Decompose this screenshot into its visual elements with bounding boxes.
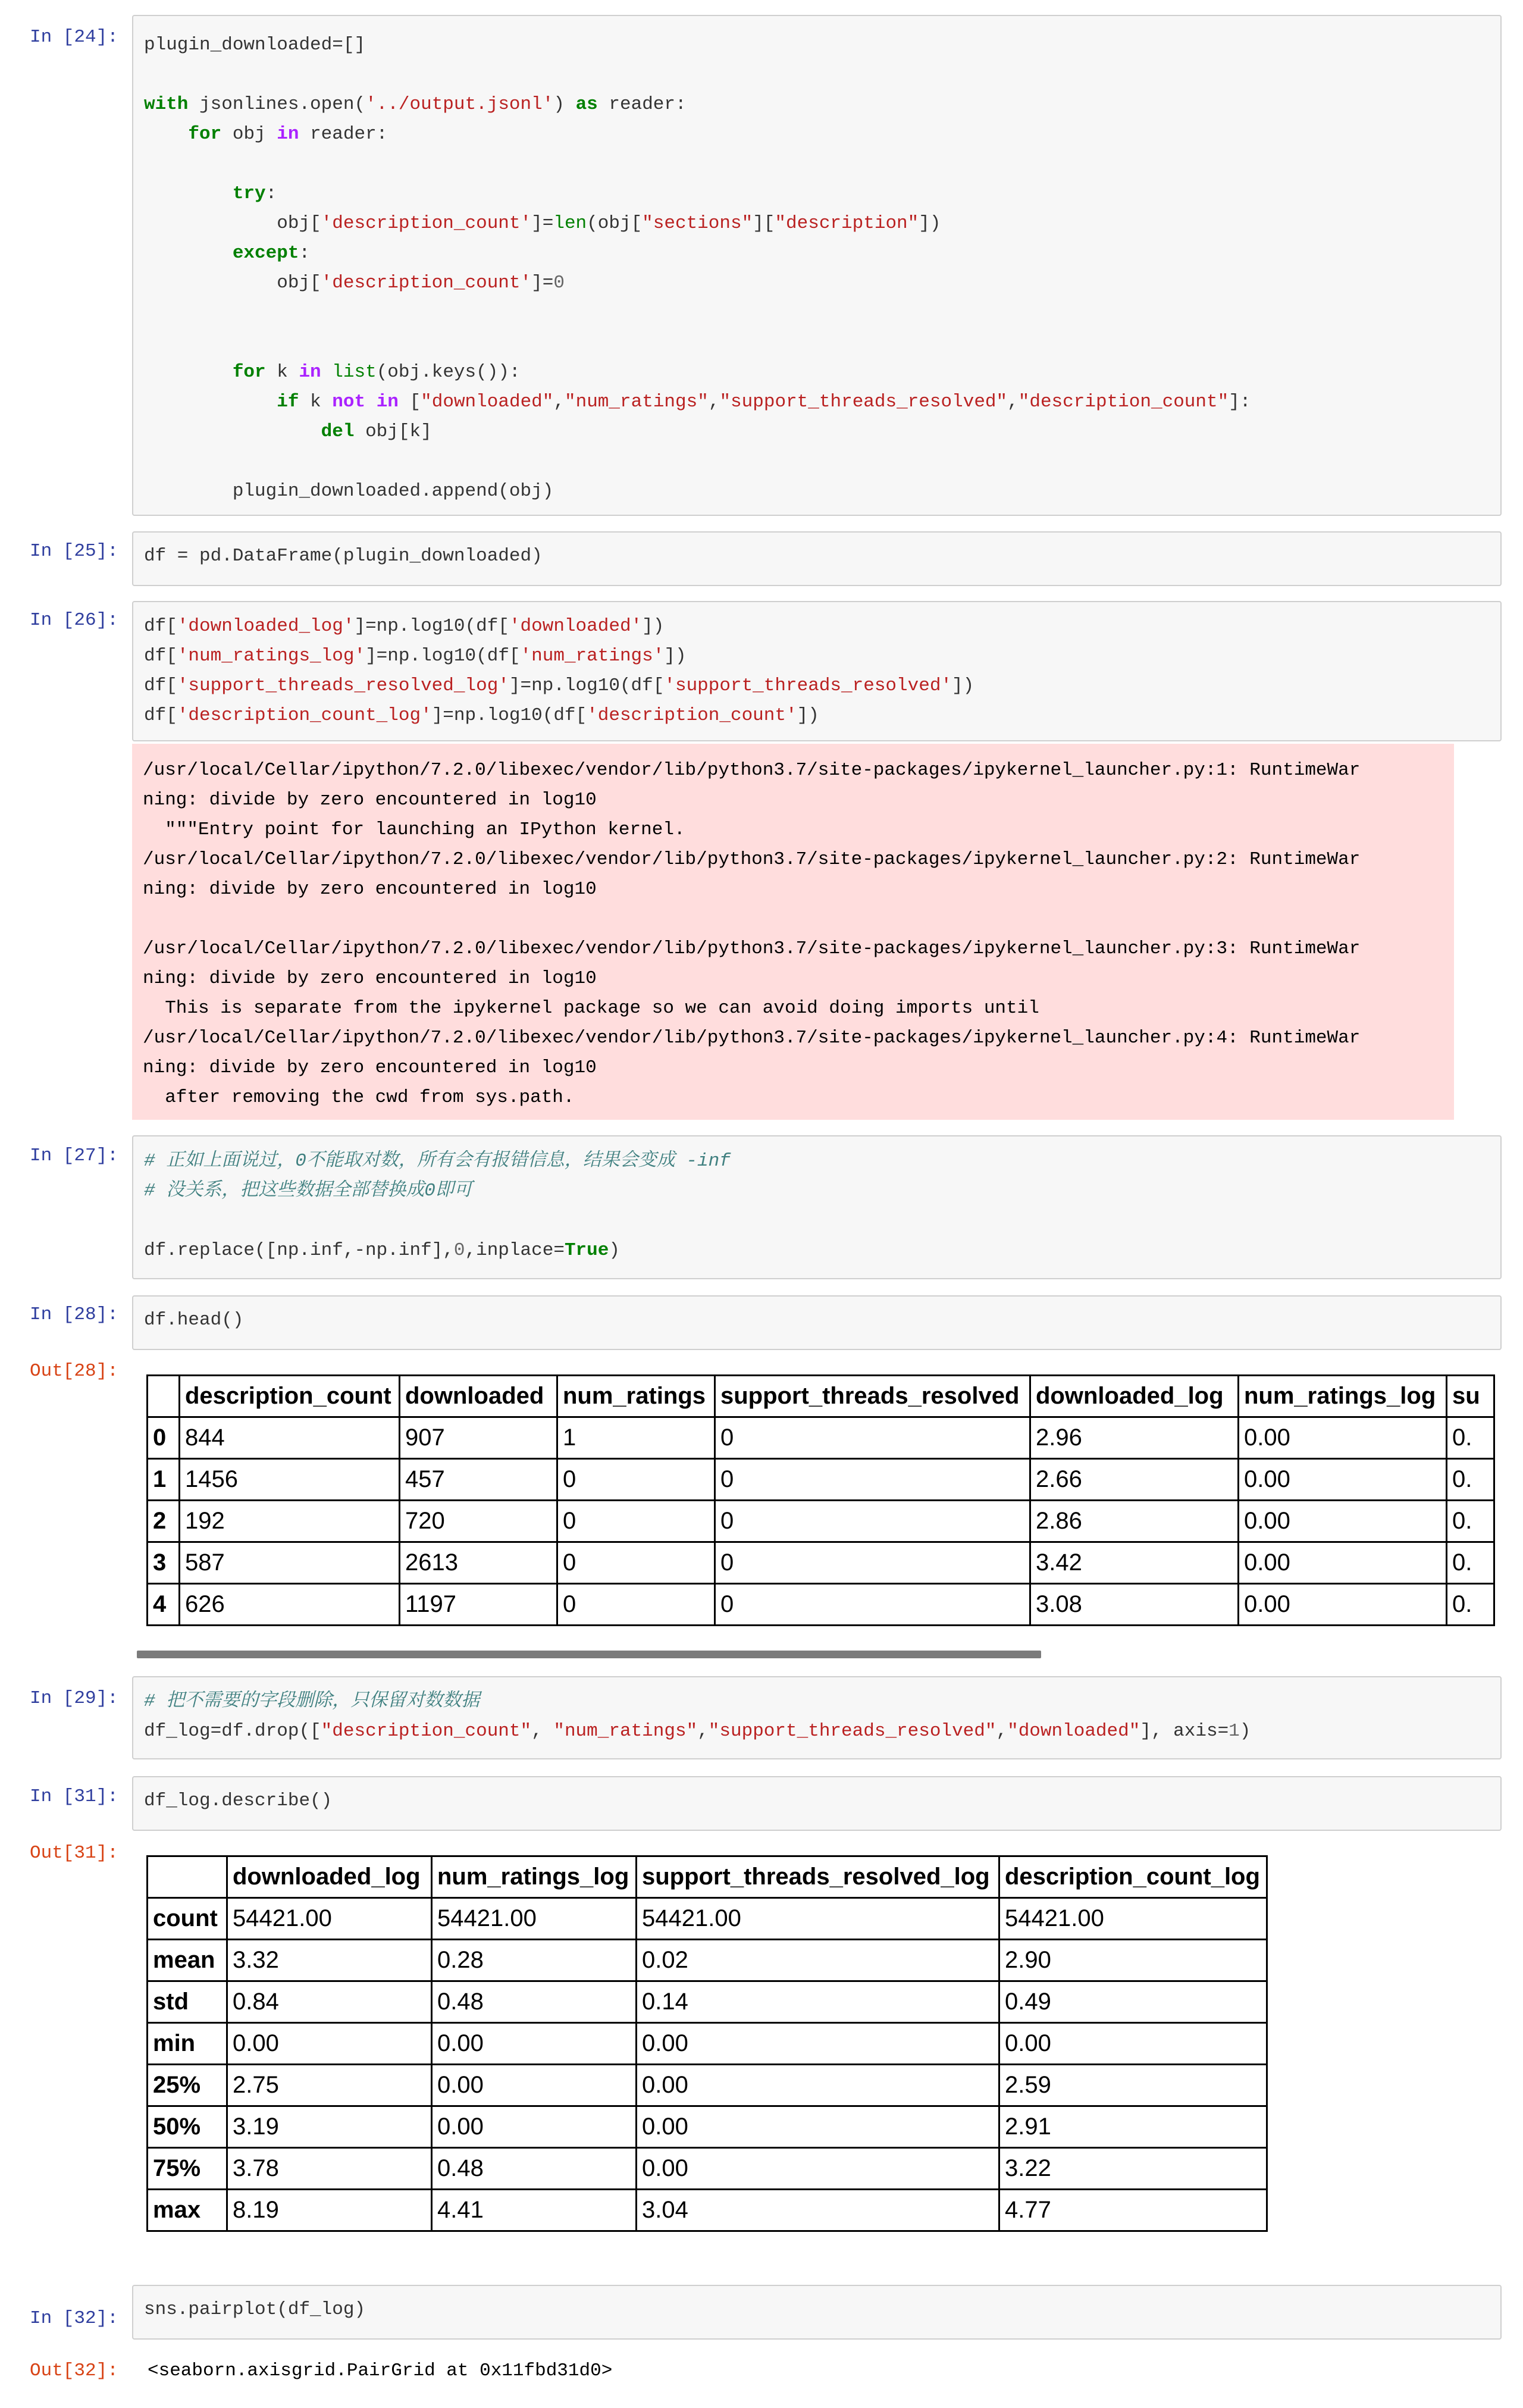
cell-31-input[interactable] — [132, 1776, 1502, 1831]
column-header: su — [1447, 1376, 1494, 1417]
cell-26-prompt: In [26]: — [30, 610, 118, 631]
table-cell: 0 — [557, 1584, 715, 1626]
table-row — [148, 1542, 1494, 1584]
table-cell: 2.75 — [227, 2065, 432, 2106]
table-cell: 0.00 — [1239, 1501, 1447, 1542]
code-line: obj['description_count']=len(obj["sections"]["description"]) — [144, 213, 941, 234]
table-cell: 457 — [400, 1459, 557, 1501]
code-line: df.head() — [144, 1310, 244, 1330]
code-line: del obj[k] — [321, 421, 432, 442]
row-index: mean — [148, 1940, 227, 1981]
cell-32-input[interactable] — [132, 2285, 1502, 2340]
table-row — [148, 2190, 1267, 2231]
column-header: num_ratings_log — [432, 1856, 637, 1898]
code-line: obj['description_count']=0 — [144, 273, 565, 293]
table-cell: 1456 — [180, 1459, 400, 1501]
cell-24-prompt: In [24]: — [30, 27, 118, 48]
code-line: except: — [232, 243, 311, 264]
column-header: num_ratings_log — [1239, 1376, 1447, 1417]
table-row — [148, 1898, 1267, 1940]
table-cell: 4.41 — [432, 2190, 637, 2231]
table-cell: 0 — [715, 1417, 1030, 1459]
stderr-line: ning: divide by zero encountered in log10 — [143, 790, 597, 810]
column-header: description_count — [180, 1376, 400, 1417]
cell-28-prompt: In [28]: — [30, 1304, 118, 1325]
column-header: support_threads_resolved_log — [637, 1856, 999, 1898]
row-index: 4 — [148, 1584, 180, 1626]
cell-31-out-prompt: Out[31]: — [30, 1843, 118, 1864]
row-index: 75% — [148, 2148, 227, 2190]
cell-29-input[interactable] — [132, 1676, 1502, 1759]
table-row — [148, 2023, 1267, 2065]
table-cell: 2613 — [400, 1542, 557, 1584]
stderr-line: ning: divide by zero encountered in log10 — [143, 968, 597, 989]
row-index: min — [148, 2023, 227, 2065]
table-cell: 0 — [557, 1459, 715, 1501]
table-cell: 0 — [715, 1501, 1030, 1542]
column-header: support_threads_resolved — [715, 1376, 1030, 1417]
head-dataframe — [146, 1374, 1495, 1626]
code-line — [144, 328, 1490, 358]
table-cell: 3.19 — [227, 2106, 432, 2148]
stderr-line: /usr/local/Cellar/ipython/7.2.0/libexec/vendor/lib/python3.7/site-packages/ipykernel_launcher.py:1: RuntimeWar — [143, 760, 1361, 781]
cell-26-stderr — [132, 744, 1454, 1120]
table-cell: 0.49 — [999, 1981, 1267, 2023]
table-cell: 3.32 — [227, 1940, 432, 1981]
stderr-line: /usr/local/Cellar/ipython/7.2.0/libexec/vendor/lib/python3.7/site-packages/ipykernel_launcher.py:2: RuntimeWar — [143, 849, 1361, 870]
table-cell: 0.00 — [1239, 1417, 1447, 1459]
code-line: df['num_ratings_log']=np.log10(df['num_ratings']) — [144, 646, 687, 666]
table-cell: 0. — [1447, 1417, 1494, 1459]
cell-25-input[interactable] — [132, 531, 1502, 586]
table-cell: 0.00 — [1239, 1459, 1447, 1501]
code-line: df = pd.DataFrame(plugin_downloaded) — [144, 546, 543, 566]
table-cell: 192 — [180, 1501, 400, 1542]
code-line: for k in list(obj.keys()): — [232, 362, 521, 383]
table-row — [148, 1501, 1494, 1542]
table-cell: 0.00 — [637, 2106, 999, 2148]
code-line: if k not in ["downloaded","num_ratings","support_threads_resolved","description_count"]: — [277, 392, 1251, 412]
column-header: num_ratings — [557, 1376, 715, 1417]
code-line: for obj in reader: — [188, 124, 388, 145]
table-cell: 0.00 — [637, 2065, 999, 2106]
code-line: try: — [232, 183, 277, 204]
stderr-line: /usr/local/Cellar/ipython/7.2.0/libexec/vendor/lib/python3.7/site-packages/ipykernel_launcher.py:4: RuntimeWar — [143, 1028, 1361, 1048]
cell-32-prompt: In [32]: — [30, 2308, 118, 2329]
table-cell: 54421.00 — [432, 1898, 637, 1940]
cell-32-out-prompt: Out[32]: — [30, 2360, 118, 2381]
table-cell: 0 — [715, 1584, 1030, 1626]
code-line: # 没关系，把这些数据全部替换成0即可 — [144, 1180, 472, 1201]
column-header — [148, 1376, 180, 1417]
code-line: df['downloaded_log']=np.log10(df['downloaded']) — [144, 616, 665, 637]
cell-27-prompt: In [27]: — [30, 1145, 118, 1166]
stderr-line: """Entry point for launching an IPython kernel. — [143, 819, 685, 840]
stderr-line: ning: divide by zero encountered in log10 — [143, 879, 597, 900]
table-cell: 0.00 — [637, 2023, 999, 2065]
table-cell: 0.14 — [637, 1981, 999, 2023]
table-cell: 907 — [400, 1417, 557, 1459]
code-line: df['description_count_log']=np.log10(df['description_count']) — [144, 705, 819, 726]
table-cell: 0 — [715, 1542, 1030, 1584]
table-cell: 0. — [1447, 1584, 1494, 1626]
table-row — [148, 1940, 1267, 1981]
column-header: downloaded_log — [227, 1856, 432, 1898]
stderr-line: /usr/local/Cellar/ipython/7.2.0/libexec/vendor/lib/python3.7/site-packages/ipykernel_launcher.py:3: RuntimeWar — [143, 938, 1361, 959]
table-cell: 2.91 — [999, 2106, 1267, 2148]
row-index: 1 — [148, 1459, 180, 1501]
table-cell: 844 — [180, 1417, 400, 1459]
table-row — [148, 2065, 1267, 2106]
table-cell: 3.04 — [637, 2190, 999, 2231]
table-cell: 2.90 — [999, 1940, 1267, 1981]
table-row — [148, 2106, 1267, 2148]
row-index: 3 — [148, 1542, 180, 1584]
stderr-line: This is separate from the ipykernel package so we can avoid doing imports until — [143, 998, 1039, 1019]
code-line: # 正如上面说过，0不能取对数，所有会有报错信息，结果会变成 -inf — [144, 1151, 731, 1172]
stderr-line — [143, 904, 1443, 934]
table-row — [148, 1584, 1494, 1626]
describe-dataframe — [146, 1855, 1268, 2232]
table-cell: 2.59 — [999, 2065, 1267, 2106]
table-cell: 587 — [180, 1542, 400, 1584]
table-row — [148, 1417, 1494, 1459]
column-header: downloaded — [400, 1376, 557, 1417]
row-index: 0 — [148, 1417, 180, 1459]
cell-26-input[interactable] — [132, 601, 1502, 741]
table-cell: 0. — [1447, 1501, 1494, 1542]
cell-32-output: <seaborn.axisgrid.PairGrid at 0x11fbd31d0> — [148, 2360, 613, 2381]
table-row — [148, 1981, 1267, 2023]
row-index: 2 — [148, 1501, 180, 1542]
code-line: plugin_downloaded=[] — [144, 35, 366, 55]
table-cell: 720 — [400, 1501, 557, 1542]
table-cell: 0.48 — [432, 1981, 637, 2023]
table-cell: 54421.00 — [637, 1898, 999, 1940]
table-row — [148, 2148, 1267, 2190]
table-cell: 0 — [715, 1459, 1030, 1501]
column-header: description_count_log — [999, 1856, 1267, 1898]
cell-28-out-prompt: Out[28]: — [30, 1361, 118, 1382]
row-index: max — [148, 2190, 227, 2231]
table-cell: 0 — [557, 1542, 715, 1584]
row-index: count — [148, 1898, 227, 1940]
table-cell: 2.86 — [1030, 1501, 1239, 1542]
table-cell: 3.78 — [227, 2148, 432, 2190]
table-cell: 0.84 — [227, 1981, 432, 2023]
code-line: df.replace([np.inf,-np.inf],0,inplace=True) — [144, 1240, 620, 1261]
table-cell: 0.00 — [432, 2023, 637, 2065]
table-cell: 3.42 — [1030, 1542, 1239, 1584]
table-cell: 0.00 — [637, 2148, 999, 2190]
table-cell: 1 — [557, 1417, 715, 1459]
code-line: df['support_threads_resolved_log']=np.log10(df['support_threads_resolved']) — [144, 675, 974, 696]
cell-25-prompt: In [25]: — [30, 541, 118, 562]
table-cell: 54421.00 — [227, 1898, 432, 1940]
code-line: with jsonlines.open('../output.jsonl') as reader: — [144, 94, 687, 115]
code-line: plugin_downloaded.append(obj) — [144, 481, 554, 502]
head-table-wrapper[interactable] — [146, 1374, 1480, 1643]
code-line: sns.pairplot(df_log) — [144, 2299, 366, 2320]
table-cell: 0.00 — [999, 2023, 1267, 2065]
row-index: 25% — [148, 2065, 227, 2106]
cell-28-input[interactable] — [132, 1295, 1502, 1350]
table-cell: 3.22 — [999, 2148, 1267, 2190]
table-cell: 0.48 — [432, 2148, 637, 2190]
row-index: 50% — [148, 2106, 227, 2148]
code-line — [144, 1206, 1490, 1236]
row-index: std — [148, 1981, 227, 2023]
code-line: df_log=df.drop(["description_count", "num_ratings","support_threads_resolved","downloaded"], axis=1) — [144, 1721, 1251, 1742]
code-line: # 把不需要的字段删除，只保留对数数据 — [144, 1691, 480, 1712]
code-line — [144, 149, 1490, 179]
table-cell: 2.66 — [1030, 1459, 1239, 1501]
cell-29-prompt: In [29]: — [30, 1688, 118, 1709]
table-cell: 0. — [1447, 1459, 1494, 1501]
column-header — [148, 1856, 227, 1898]
code-line — [144, 60, 1490, 90]
table-cell: 0.00 — [432, 2065, 637, 2106]
table-cell: 4.77 — [999, 2190, 1267, 2231]
describe-table-wrapper — [146, 1855, 1455, 2242]
column-header: downloaded_log — [1030, 1376, 1239, 1417]
table-header-row — [148, 1856, 1267, 1898]
table-cell: 0 — [557, 1501, 715, 1542]
code-line — [144, 298, 1490, 328]
table-horizontal-scrollbar[interactable] — [137, 1651, 1041, 1658]
stderr-line: ning: divide by zero encountered in log10 — [143, 1057, 597, 1078]
table-cell: 0.02 — [637, 1940, 999, 1981]
table-cell: 0.00 — [1239, 1584, 1447, 1626]
table-header-row — [148, 1376, 1494, 1417]
table-cell: 1197 — [400, 1584, 557, 1626]
cell-24-input[interactable] — [132, 15, 1502, 516]
table-row — [148, 1459, 1494, 1501]
table-cell: 0.00 — [1239, 1542, 1447, 1584]
cell-31-prompt: In [31]: — [30, 1786, 118, 1807]
table-cell: 0. — [1447, 1542, 1494, 1584]
table-cell: 0.00 — [227, 2023, 432, 2065]
table-cell: 0.28 — [432, 1940, 637, 1981]
table-cell: 3.08 — [1030, 1584, 1239, 1626]
stderr-line: after removing the cwd from sys.path. — [143, 1087, 575, 1108]
table-cell: 54421.00 — [999, 1898, 1267, 1940]
cell-27-input[interactable] — [132, 1135, 1502, 1279]
table-cell: 0.00 — [432, 2106, 637, 2148]
code-line — [144, 447, 1490, 477]
table-cell: 2.96 — [1030, 1417, 1239, 1459]
table-cell: 8.19 — [227, 2190, 432, 2231]
code-line: df_log.describe() — [144, 1790, 333, 1811]
table-cell: 626 — [180, 1584, 400, 1626]
